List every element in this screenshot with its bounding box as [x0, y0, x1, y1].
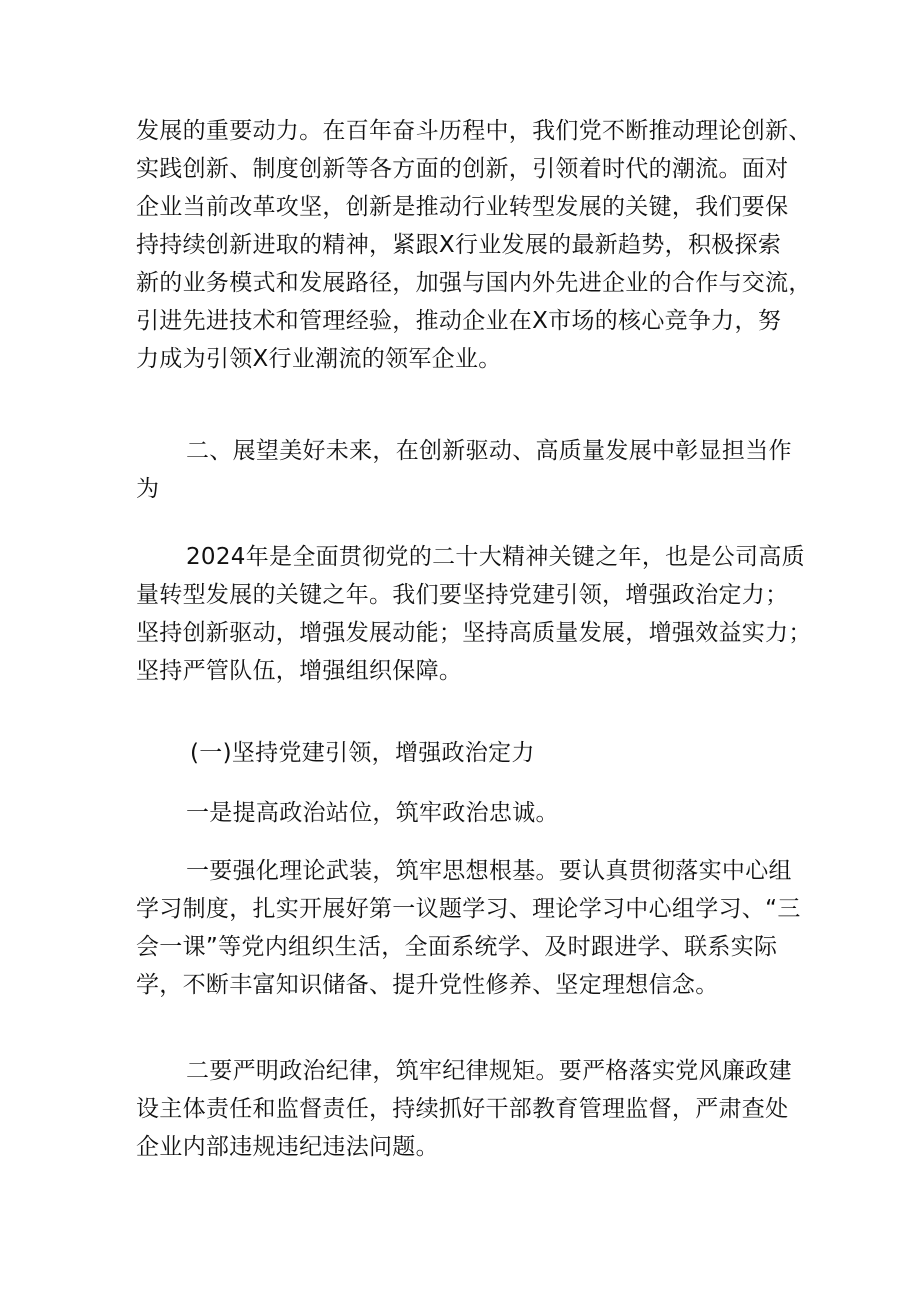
- text-line: 力成为引领X行业潮流的领军企业。: [136, 346, 502, 372]
- subheading-line: (一)坚持党建引领，增强政治定力: [190, 740, 535, 766]
- paragraph-political-discipline: [136, 1052, 796, 1166]
- text-line: 一是提高政治站位，筑牢政治忠诚。: [186, 800, 559, 826]
- paragraph-2024-goals: [136, 538, 812, 690]
- text-line: 一要强化理论武装，筑牢思想根基。要认真贯彻落实中心组: [186, 858, 792, 884]
- text-line: 2024年是全面贯彻党的二十大精神关键之年，也是公司高质: [186, 544, 805, 570]
- text-line: 二要严明政治纪律，筑牢纪律规矩。要严格落实党风廉政建: [186, 1058, 792, 1084]
- paragraph-innovation-continued: [136, 112, 812, 378]
- section-heading-two: [136, 432, 796, 508]
- text-line: 坚持严管队伍，增强组织保障。: [136, 658, 463, 684]
- text-line: 学，不断丰富知识储备、提升党性修养、坚定理想信念。: [136, 972, 719, 998]
- text-line: 企业当前改革攻坚，创新是推动行业转型发展的关键，我们要保: [136, 194, 789, 220]
- text-line: 新的业务模式和发展路径，加强与国内外先进企业的合作与交流，: [136, 270, 812, 296]
- text-line: 发展的重要动力。在百年奋斗历程中，我们党不断推动理论创新、: [136, 118, 812, 144]
- text-line: 学习制度，扎实开展好第一议题学习、理论学习中心组学习、“三: [136, 896, 801, 922]
- text-line: 实践创新、制度创新等各方面的创新，引领着时代的潮流。面对: [136, 156, 789, 182]
- heading-line: 为: [136, 476, 160, 502]
- heading-line: 二、展望美好未来，在创新驱动、高质量发展中彰显担当作: [186, 438, 792, 464]
- text-line: 企业内部违规违纪违法问题。: [136, 1134, 439, 1160]
- text-line: 引进先进技术和管理经验，推动企业在X市场的核心竞争力，努: [136, 308, 782, 334]
- text-line: 设主体责任和监督责任，持续抓好干部教育管理监督，严肃查处: [136, 1096, 789, 1122]
- subheading-party-building: [190, 734, 850, 772]
- text-line: 会一课”等党内组织生活，全面系统学、及时跟进学、联系实际: [136, 934, 778, 960]
- paragraph-theory-armament: [136, 852, 801, 1004]
- text-line: 坚持创新驱动，增强发展动能；坚持高质量发展，增强效益实力；: [136, 620, 812, 646]
- text-line: 持持续创新进取的精神，紧跟X行业发展的最新趋势，积极探索: [136, 232, 782, 258]
- text-line: 量转型发展的关键之年。我们要坚持党建引领，增强政治定力；: [136, 582, 789, 608]
- point-political-stance: [186, 794, 846, 832]
